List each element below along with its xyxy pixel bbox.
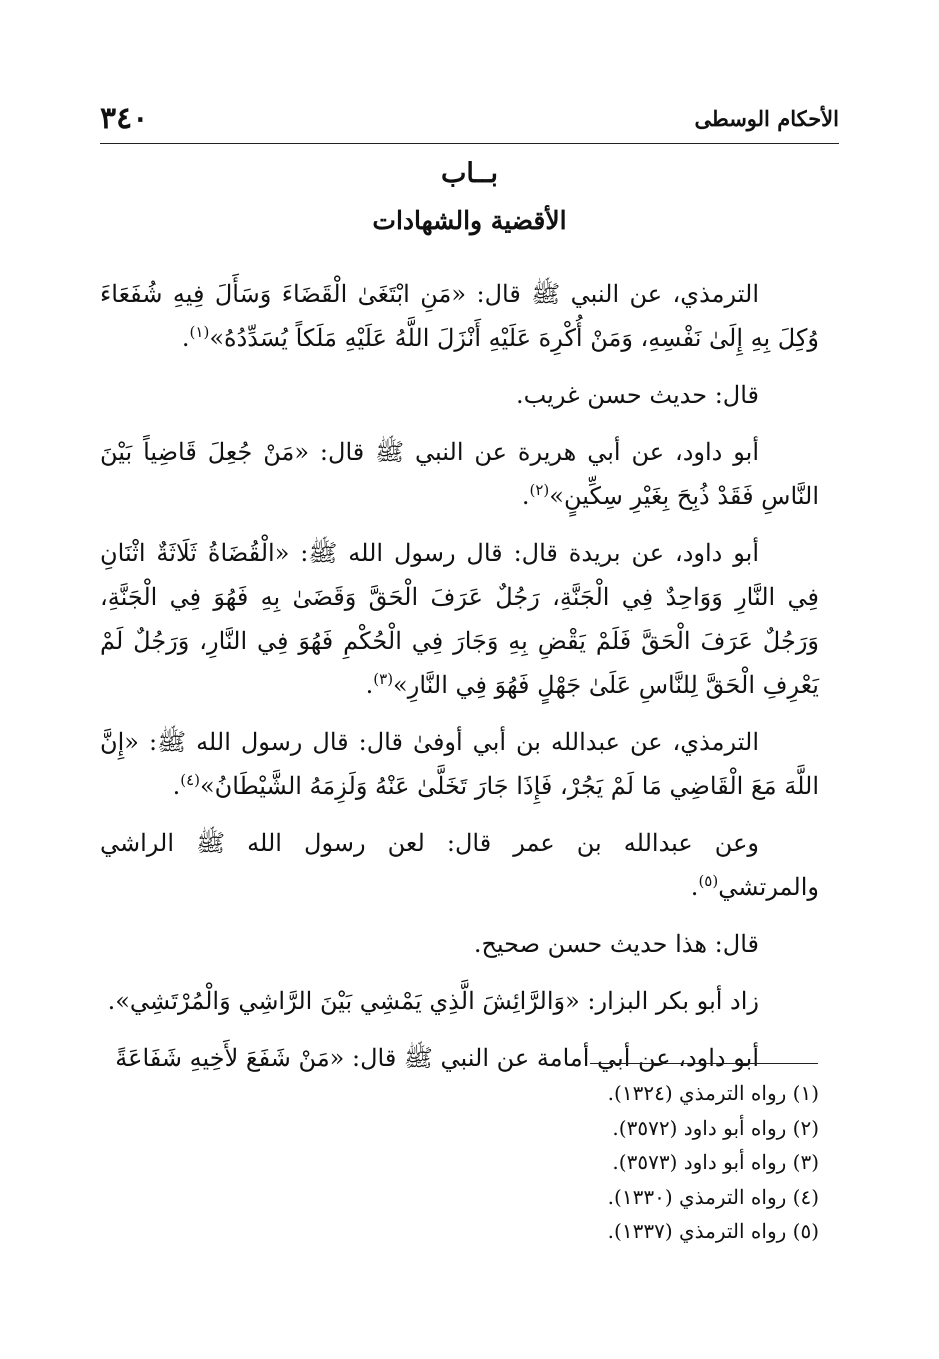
paragraph — [100, 531, 819, 707]
paragraph — [100, 272, 819, 360]
footnote: (٤) رواه الترمذي (١٣٣٠). — [607, 1184, 819, 1209]
body-text — [100, 272, 819, 1093]
footnote-marker[interactable]: (٤) — [180, 771, 200, 789]
paragraph — [100, 1036, 819, 1080]
footnote-marker[interactable]: (٥) — [698, 872, 719, 890]
paragraph — [100, 430, 819, 518]
paragraph-end: . — [181, 324, 190, 352]
paragraph-end: . — [690, 873, 699, 901]
footnote-marker[interactable]: (١) — [189, 323, 210, 341]
paragraph-text: الترمذي، عن عبدالله بن أبي أوفىٰ قال: قال رسول الله ﷺ: «إِنَّ اللَّهَ مَعَ الْقَاضِي مَا لَمْ يَجُرْ، فَإِذَا جَارَ تَخَلَّىٰ عَنْهُ وَلَزِمَهُ الشَّيْطَانُ» — [100, 728, 819, 800]
paragraph-end: . — [172, 772, 181, 800]
paragraph — [100, 373, 819, 417]
paragraph-end: . — [365, 671, 374, 699]
paragraph-text: قال: حديث حسن غريب. — [515, 381, 759, 409]
paragraph-text: وعن عبدالله بن عمر قال: لعن رسول الله ﷺ الراشي والمرتشي — [100, 829, 819, 901]
chapter-subtitle: الأقضية والشهادات — [372, 206, 567, 235]
footnotes — [100, 1076, 819, 1249]
paragraph — [100, 720, 819, 808]
paragraph-end: . — [521, 482, 530, 510]
paragraph — [100, 922, 819, 966]
footnote: (١) رواه الترمذي (١٣٢٤). — [607, 1081, 819, 1105]
running-title: الأحكام الوسطى — [694, 105, 839, 131]
paragraph-text: أبو داود، عن أبي أمامة عن النبي ﷺ قال: «مَنْ شَفَعَ لأَخِيهِ شَفَاعَةً — [115, 1044, 759, 1072]
footnote-marker[interactable]: (٣) — [373, 670, 394, 688]
chapter-heading: بــاب — [441, 158, 498, 189]
paragraph — [100, 979, 819, 1023]
header-rule — [100, 143, 839, 144]
running-header — [100, 98, 839, 138]
page-number: ٣٤٠ — [100, 100, 149, 136]
footnote: (٥) رواه الترمذي (١٣٣٧). — [607, 1219, 819, 1243]
paragraph-text: قال: هذا حديث حسن صحيح. — [473, 930, 759, 958]
paragraph-text: زاد أبو بكر البزار: «وَالرَّائِشَ الَّذِي يَمْشِي بَيْنَ الرَّاشِي وَالْمُرْتَشِي». — [107, 987, 759, 1015]
paragraph-text: أبو داود، عن أبي هريرة عن النبي ﷺ قال: «مَنْ جُعِلَ قَاضِياً بَيْنَ النَّاسِ فَقَدْ ذُبِحَ بِغَيْرِ سِكِّينٍ» — [100, 438, 819, 510]
footnote-marker[interactable]: (٢) — [529, 481, 550, 499]
footnote-rule — [590, 1063, 818, 1064]
footnote: (٣) رواه أبو داود (٣٥٧٣). — [612, 1150, 819, 1174]
paragraph-text: الترمذي، عن النبي ﷺ قال: «مَنِ ابْتَغَىٰ الْقَضَاءَ وَسَأَلَ فِيهِ شُفَعَاءَ وُكِلَ بِهِ إِلَىٰ نَفْسِهِ، وَمَنْ أُكْرِهَ عَلَيْهِ أَنْزَلَ اللَّهُ عَلَيْهِ مَلَكاً يُسَدِّدُهُ» — [100, 280, 819, 352]
paragraph — [100, 821, 819, 909]
footnote: (٢) رواه أبو داود (٣٥٧٢). — [612, 1115, 819, 1140]
paragraph-text: أبو داود، عن بريدة قال: قال رسول الله ﷺ: «الْقُضَاةُ ثَلَاثَةٌ اثْنَانِ فِي النَّارِ وَوَاحِدٌ فِي الْجَنَّةِ، رَجُلٌ عَرَفَ الْحَقَّ وَقَضَىٰ بِهِ فَهُوَ فِي الْجَنَّةِ، وَرَجُلٌ عَرَفَ الْحَقَّ فَلَمْ يَقْضِ بِهِ وَجَارَ فِي الْحُكْمِ فَهُوَ فِي النَّارِ، وَرَجُلٌ لَمْ يَعْرِفِ الْحَقَّ لِلنَّاسِ عَلَىٰ جَهْلٍ فَهُوَ فِي النَّارِ» — [100, 539, 819, 699]
